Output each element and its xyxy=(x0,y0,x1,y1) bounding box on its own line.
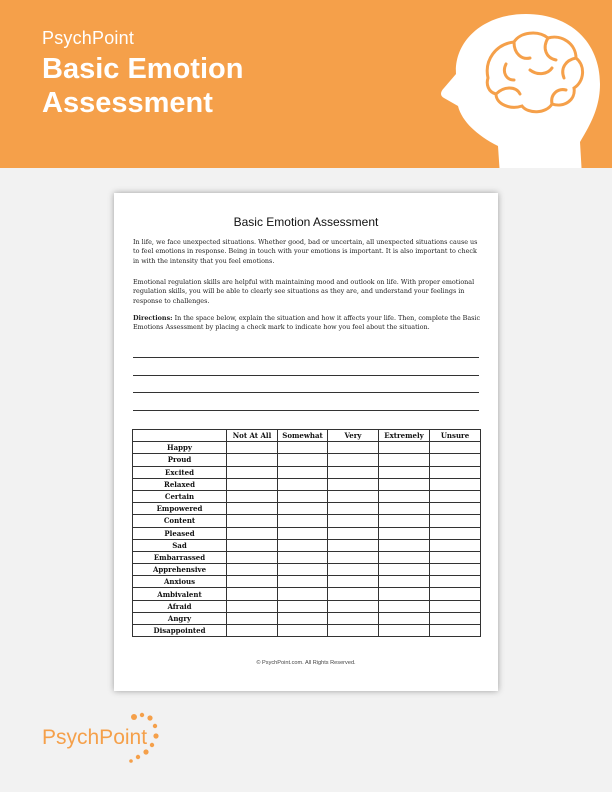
page-title xyxy=(42,52,243,120)
answer-line[interactable] xyxy=(133,357,479,358)
check-cell[interactable] xyxy=(227,600,278,612)
check-cell[interactable] xyxy=(430,527,481,539)
check-cell[interactable] xyxy=(430,503,481,515)
check-cell[interactable] xyxy=(278,576,328,588)
check-cell[interactable] xyxy=(430,539,481,551)
check-cell[interactable] xyxy=(227,490,278,502)
check-cell[interactable] xyxy=(430,625,481,637)
emotion-label: Angry xyxy=(133,612,227,624)
check-cell[interactable] xyxy=(379,490,430,502)
emotion-label: Disappointed xyxy=(133,625,227,637)
table-body xyxy=(133,442,481,637)
title-line-2: Assessment xyxy=(42,87,213,119)
table-row xyxy=(133,490,481,502)
column-header: Not At All xyxy=(227,430,278,442)
check-cell[interactable] xyxy=(278,551,328,563)
check-cell[interactable] xyxy=(278,478,328,490)
check-cell[interactable] xyxy=(430,588,481,600)
check-cell[interactable] xyxy=(430,564,481,576)
table-row xyxy=(133,588,481,600)
table-row xyxy=(133,478,481,490)
check-cell[interactable] xyxy=(227,503,278,515)
check-cell[interactable] xyxy=(328,551,379,563)
check-cell[interactable] xyxy=(227,454,278,466)
check-cell[interactable] xyxy=(227,564,278,576)
check-cell[interactable] xyxy=(328,612,379,624)
check-cell[interactable] xyxy=(278,454,328,466)
table-row xyxy=(133,576,481,588)
check-cell[interactable] xyxy=(379,600,430,612)
header-blank-cell xyxy=(133,430,227,442)
check-cell[interactable] xyxy=(278,564,328,576)
emotion-label: Afraid xyxy=(133,600,227,612)
table-row xyxy=(133,600,481,612)
table-row xyxy=(133,466,481,478)
check-cell[interactable] xyxy=(379,478,430,490)
check-cell[interactable] xyxy=(227,576,278,588)
check-cell[interactable] xyxy=(328,490,379,502)
table-row xyxy=(133,442,481,454)
check-cell[interactable] xyxy=(328,539,379,551)
logo-dots-icon xyxy=(128,712,162,768)
check-cell[interactable] xyxy=(379,515,430,527)
footer-logo: PsychPoint xyxy=(42,726,148,749)
emotion-label: Embarrassed xyxy=(133,551,227,563)
check-cell[interactable] xyxy=(328,625,379,637)
check-cell[interactable] xyxy=(430,576,481,588)
table-row xyxy=(133,612,481,624)
table-row xyxy=(133,527,481,539)
check-cell[interactable] xyxy=(430,490,481,502)
check-cell[interactable] xyxy=(328,503,379,515)
check-cell[interactable] xyxy=(328,478,379,490)
check-cell[interactable] xyxy=(379,454,430,466)
check-cell[interactable] xyxy=(430,454,481,466)
check-cell[interactable] xyxy=(328,600,379,612)
header-banner xyxy=(0,0,612,168)
check-cell[interactable] xyxy=(379,625,430,637)
check-cell[interactable] xyxy=(278,600,328,612)
check-cell[interactable] xyxy=(227,625,278,637)
check-cell[interactable] xyxy=(328,466,379,478)
check-cell[interactable] xyxy=(379,564,430,576)
check-cell[interactable] xyxy=(278,612,328,624)
table-row xyxy=(133,503,481,515)
check-cell[interactable] xyxy=(278,490,328,502)
emotion-label: Excited xyxy=(133,466,227,478)
copyright-text: © PsychPoint.com. All Rights Reserved. xyxy=(256,660,356,666)
check-cell[interactable] xyxy=(379,442,430,454)
table-row xyxy=(133,454,481,466)
check-cell[interactable] xyxy=(430,600,481,612)
directions-paragraph xyxy=(133,314,483,333)
check-cell[interactable] xyxy=(328,588,379,600)
check-cell[interactable] xyxy=(227,466,278,478)
check-cell[interactable] xyxy=(278,527,328,539)
emotion-label: Empowered xyxy=(133,503,227,515)
emotion-label: Relaxed xyxy=(133,478,227,490)
check-cell[interactable] xyxy=(227,551,278,563)
check-cell[interactable] xyxy=(278,466,328,478)
column-header: Unsure xyxy=(430,430,481,442)
emotion-label: Apprehensive xyxy=(133,564,227,576)
check-cell[interactable] xyxy=(379,539,430,551)
check-cell[interactable] xyxy=(379,503,430,515)
check-cell[interactable] xyxy=(227,539,278,551)
check-cell[interactable] xyxy=(328,515,379,527)
check-cell[interactable] xyxy=(227,442,278,454)
check-cell[interactable] xyxy=(379,527,430,539)
directions-label: Directions: xyxy=(133,314,173,322)
directions-text: In the space below, explain the situation and how it affects your life. Then, complete the Basic Emotions Assessment by placing a check mark to indicate how you feel about the situation. xyxy=(133,314,481,332)
answer-line[interactable] xyxy=(133,392,479,393)
check-cell[interactable] xyxy=(328,442,379,454)
check-cell[interactable] xyxy=(379,588,430,600)
check-cell[interactable] xyxy=(379,466,430,478)
emotion-label: Certain xyxy=(133,490,227,502)
column-header: Very xyxy=(328,430,379,442)
worksheet-title: Basic Emotion Assessment xyxy=(233,215,379,229)
check-cell[interactable] xyxy=(328,576,379,588)
check-cell[interactable] xyxy=(227,588,278,600)
check-cell[interactable] xyxy=(430,466,481,478)
check-cell[interactable] xyxy=(227,515,278,527)
column-header: Somewhat xyxy=(278,430,328,442)
check-cell[interactable] xyxy=(278,442,328,454)
table-row xyxy=(133,625,481,637)
check-cell[interactable] xyxy=(430,612,481,624)
table-header-row xyxy=(133,430,481,442)
check-cell[interactable] xyxy=(227,527,278,539)
head-brain-icon xyxy=(430,6,610,168)
column-header: Extremely xyxy=(379,430,430,442)
emotion-label: Ambivalent xyxy=(133,588,227,600)
check-cell[interactable] xyxy=(278,625,328,637)
brand-name: PsychPoint xyxy=(42,28,135,48)
table-row xyxy=(133,551,481,563)
emotion-label: Pleased xyxy=(133,527,227,539)
check-cell[interactable] xyxy=(278,539,328,551)
check-cell[interactable] xyxy=(227,612,278,624)
regulation-paragraph: Emotional regulation skills are helpful with maintaining mood and outlook on life. With proper emotional regulation skills, you will be able to clearly see situations as they are, and understand your feelings in response to challenges. xyxy=(133,278,475,305)
check-cell[interactable] xyxy=(278,515,328,527)
check-cell[interactable] xyxy=(379,576,430,588)
table-row xyxy=(133,539,481,551)
answer-line[interactable] xyxy=(133,410,479,411)
check-cell[interactable] xyxy=(227,478,278,490)
emotion-label: Anxious xyxy=(133,576,227,588)
check-cell[interactable] xyxy=(278,503,328,515)
worksheet-preview xyxy=(114,193,498,691)
check-cell[interactable] xyxy=(278,588,328,600)
emotion-assessment-table xyxy=(132,429,481,637)
emotion-label: Proud xyxy=(133,454,227,466)
check-cell[interactable] xyxy=(379,551,430,563)
check-cell[interactable] xyxy=(328,527,379,539)
emotion-label: Content xyxy=(133,515,227,527)
emotion-label: Sad xyxy=(133,539,227,551)
table-row xyxy=(133,515,481,527)
emotion-label: Happy xyxy=(133,442,227,454)
check-cell[interactable] xyxy=(430,551,481,563)
answer-line[interactable] xyxy=(133,375,479,376)
check-cell[interactable] xyxy=(430,478,481,490)
intro-paragraph: In life, we face unexpected situations. Whether good, bad or uncertain, all unexpected situations cause us to feel emotions in response. Being in touch with your emotions is important. It is also important to check in with the intensity that you feel emotions. xyxy=(133,238,478,265)
check-cell[interactable] xyxy=(379,612,430,624)
check-cell[interactable] xyxy=(328,564,379,576)
check-cell[interactable] xyxy=(328,454,379,466)
check-cell[interactable] xyxy=(430,442,481,454)
title-line-1: Basic Emotion xyxy=(42,53,244,85)
check-cell[interactable] xyxy=(430,515,481,527)
table-row xyxy=(133,564,481,576)
